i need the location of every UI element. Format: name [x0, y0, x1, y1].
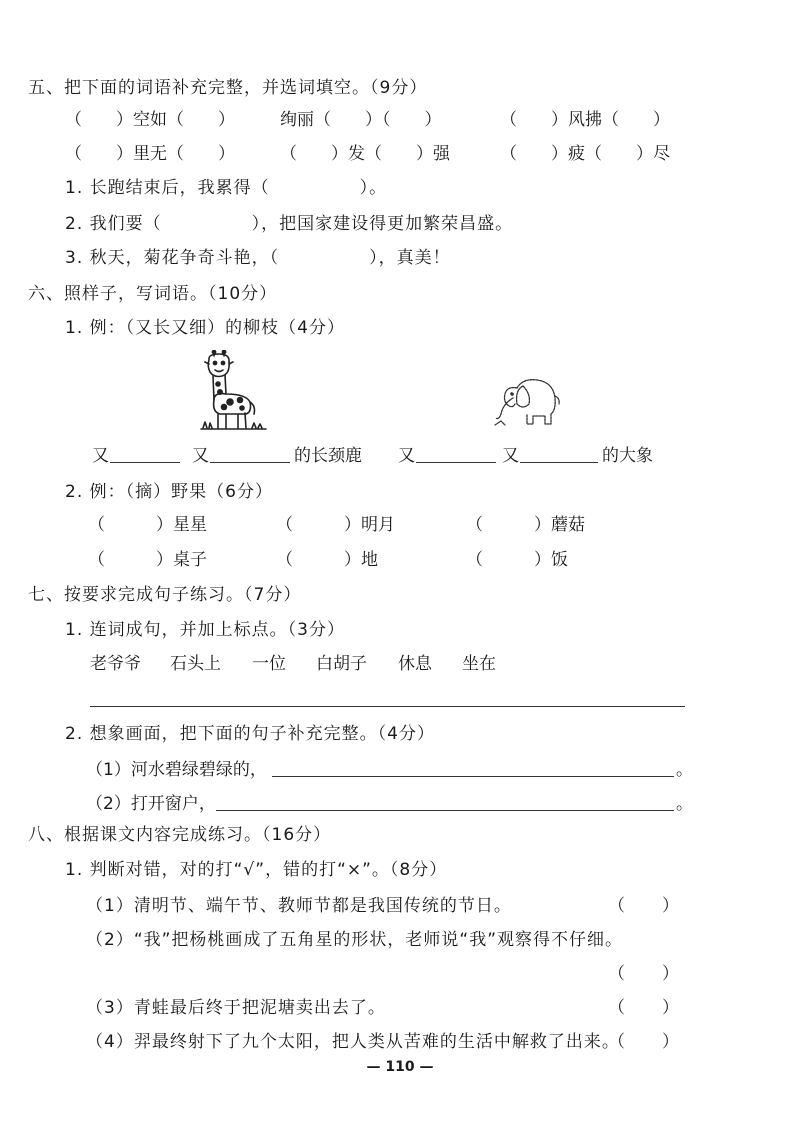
s8-question-1: 1. 判断对错，对的打“√”，错的打“×”。（8分）: [65, 860, 448, 880]
fill-line[interactable]: [272, 758, 674, 777]
judge-answer[interactable]: （ ）: [608, 1032, 680, 1052]
s5-question-2[interactable]: 2. 我们要（ ），把国家建设得更加繁荣昌盛。: [65, 214, 514, 234]
verb-blank[interactable]: （ ）桌子: [88, 550, 207, 570]
s6-question-1: 1. 例：（又长又细）的柳枝（4分）: [65, 318, 345, 338]
judge-item: （4）羿最终射下了九个太阳，把人类从苦难的生活中解救了出来。: [86, 1032, 620, 1052]
s7-question-2: 2. 想象画面，把下面的句子补充完整。（4分）: [65, 724, 435, 744]
section-6-title: 六、照样子，写词语。（10分）: [28, 284, 278, 304]
sentence-prompt: （2）打开窗户，: [86, 794, 216, 814]
period: 。: [676, 760, 693, 780]
fill-line[interactable]: [210, 444, 290, 463]
you-char: 又: [398, 446, 415, 466]
word-item: 白胡子: [316, 654, 367, 674]
judge-answer[interactable]: （ ）: [608, 964, 680, 984]
verb-blank[interactable]: （ ）星星: [88, 515, 207, 535]
judge-item: （1）清明节、端午节、教师节都是我国传统的节日。: [86, 896, 512, 916]
idiom-blank[interactable]: 绚丽（ ）（ ）: [280, 110, 442, 130]
fill-line[interactable]: [110, 444, 180, 463]
you-char: 又: [192, 446, 209, 466]
elephant-icon: [493, 374, 563, 430]
verb-blank[interactable]: （ ）蘑菇: [466, 515, 585, 535]
s5-question-3[interactable]: 3. 秋天，菊花争奇斗艳，（ ），真美！: [65, 248, 451, 268]
idiom-blank[interactable]: （ ）风拂（ ）: [500, 110, 670, 130]
verb-blank[interactable]: （ ）明月: [276, 515, 395, 535]
section-7-title: 七、按要求完成句子练习。（7分）: [28, 585, 302, 605]
fill-line[interactable]: [216, 792, 674, 811]
s7-question-1: 1. 连词成句，并加上标点。（3分）: [65, 620, 345, 640]
period: 。: [676, 794, 693, 814]
s6-question-2: 2. 例：（摘）野果（6分）: [65, 482, 273, 502]
section-8-title: 八、根据课文内容完成练习。（16分）: [28, 825, 332, 845]
section-5-title: 五、把下面的词语补充完整，并选词填空。（9分）: [28, 78, 428, 98]
sentence-prompt: （1）河水碧绿碧绿的，: [86, 760, 267, 780]
verb-blank[interactable]: （ ）饭: [466, 550, 568, 570]
you-char: 又: [92, 446, 109, 466]
fill-line[interactable]: [416, 444, 496, 463]
word-item: 休息: [398, 654, 432, 674]
judge-answer[interactable]: （ ）: [608, 998, 680, 1018]
answer-line[interactable]: [90, 706, 685, 707]
word-item: 一位: [252, 654, 286, 674]
giraffe-icon: [200, 350, 270, 432]
judge-item: （3）青蛙最后终于把泥塘卖出去了。: [86, 998, 386, 1018]
s5-question-1[interactable]: 1. 长跑结束后，我累得（ ）。: [65, 178, 388, 198]
idiom-blank[interactable]: （ ）疲（ ）尽: [500, 144, 670, 164]
you-char: 又: [502, 446, 519, 466]
fill-line[interactable]: [520, 444, 598, 463]
idiom-blank[interactable]: （ ）空如（ ）: [65, 110, 235, 130]
judge-answer[interactable]: （ ）: [608, 896, 680, 916]
verb-blank[interactable]: （ ）地: [276, 550, 378, 570]
page-number: — 110 —: [366, 1059, 434, 1075]
word-item: 石头上: [170, 654, 221, 674]
idiom-blank[interactable]: （ ）里无（ ）: [65, 144, 235, 164]
word-item: 老爷爷: [90, 654, 141, 674]
word-item: 坐在: [462, 654, 496, 674]
idiom-blank[interactable]: （ ）发（ ）强: [280, 144, 450, 164]
elephant-label: 的大象: [602, 446, 653, 466]
judge-item: （2）“我”把杨桃画成了五角星的形状，老师说“我”观察得不仔细。: [86, 930, 624, 950]
giraffe-label: 的长颈鹿: [294, 446, 362, 466]
